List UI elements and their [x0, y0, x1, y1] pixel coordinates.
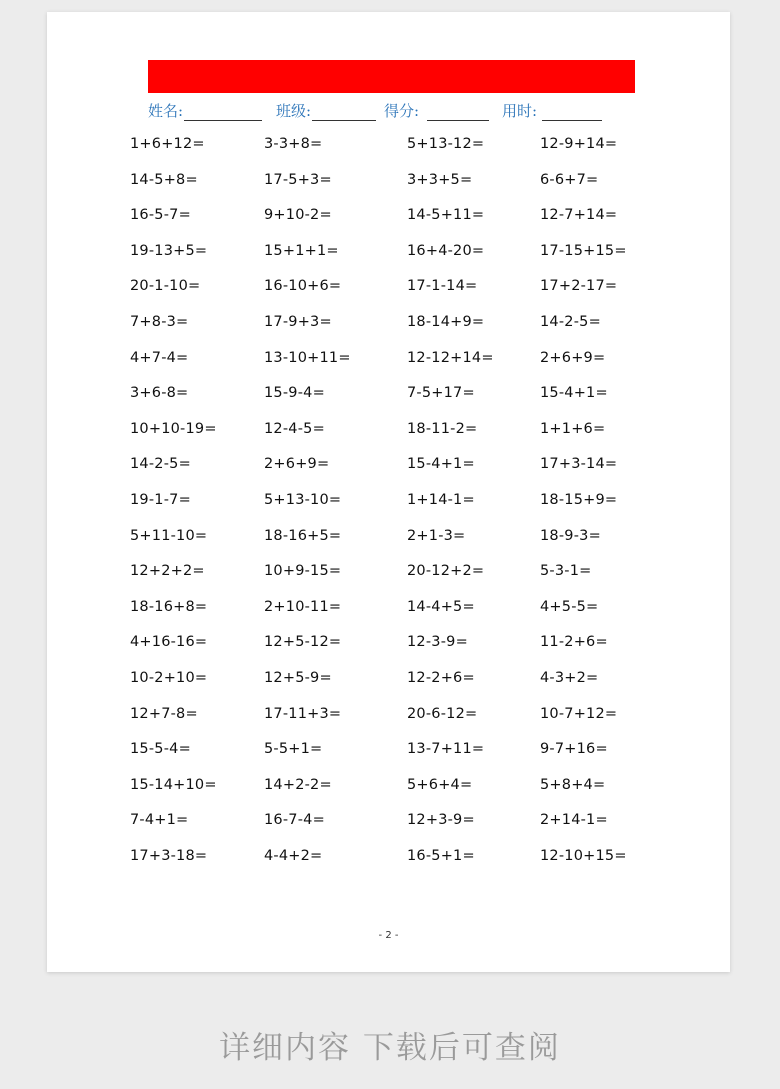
math-problem: 15-4+1= — [540, 385, 608, 402]
math-problem: 17+3-18= — [130, 848, 208, 864]
math-problem: 10-7+12= — [540, 705, 618, 722]
math-problem: 12-3-9= — [407, 634, 468, 651]
download-notice: 详细内容 下载后可查阅 — [219, 1030, 561, 1066]
math-problem: 17-11+3= — [264, 705, 342, 722]
math-problem: 14-2-5= — [540, 314, 601, 330]
math-problem: 18-14+9= — [407, 314, 485, 330]
class-label: 班级: — [276, 102, 312, 120]
math-problem: 16-7-4= — [264, 812, 325, 829]
math-problem: 14-5+11= — [407, 207, 485, 224]
math-problem: 18-16+5= — [264, 527, 342, 544]
name-label: 姓名: — [148, 102, 184, 120]
math-problem: 4+5-5= — [540, 598, 599, 615]
math-problem: 2+10-11= — [264, 598, 342, 615]
math-problem: 1+1+6= — [540, 420, 606, 437]
math-problem: 16-5+1= — [407, 848, 475, 864]
math-problem: 18-9-3= — [540, 527, 601, 544]
math-problem: 18-16+8= — [130, 598, 208, 615]
math-problem: 19-13+5= — [130, 242, 208, 259]
math-problem: 12-2+6= — [407, 670, 475, 686]
math-problem: 1+6+12= — [130, 136, 205, 152]
math-problem: 12-4-5= — [264, 420, 325, 437]
math-problem: 12-9+14= — [540, 136, 618, 152]
math-problem: 10-2+10= — [130, 670, 208, 686]
math-problem: 12+7-8= — [130, 705, 198, 722]
math-problem: 4-3+2= — [540, 670, 599, 686]
time-blank-line — [542, 120, 602, 121]
math-problem: 17-9+3= — [264, 314, 332, 330]
math-problem: 16-5-7= — [130, 207, 191, 224]
math-problem: 3+6-8= — [130, 385, 189, 402]
time-label: 用时: — [502, 102, 538, 120]
math-problem: 17-15+15= — [540, 242, 627, 259]
math-problem: 20-12+2= — [407, 563, 485, 580]
math-problem: 4+7-4= — [130, 349, 189, 366]
math-problem: 17+3-14= — [540, 456, 618, 473]
math-problem: 12+5-12= — [264, 634, 342, 651]
math-problem: 5+13-10= — [264, 492, 342, 508]
math-problem: 5+8+4= — [540, 776, 606, 793]
math-problem: 7+8-3= — [130, 314, 189, 330]
math-problem: 19-1-7= — [130, 492, 191, 508]
math-problem: 2+14-1= — [540, 812, 608, 829]
math-problem: 10+9-15= — [264, 563, 342, 580]
math-problem: 11-2+6= — [540, 634, 608, 651]
math-problem: 7-4+1= — [130, 812, 189, 829]
math-problem: 18-15+9= — [540, 492, 618, 508]
math-problem: 16+4-20= — [407, 242, 485, 259]
math-problem: 2+6+9= — [540, 349, 606, 366]
math-problem: 12+2+2= — [130, 563, 205, 580]
math-problem: 15-14+10= — [130, 776, 217, 793]
math-problem: 20-1-10= — [130, 278, 201, 295]
math-problem: 13-10+11= — [264, 349, 351, 366]
score-blank-line — [427, 120, 489, 121]
math-problem: 17-1-14= — [407, 278, 478, 295]
math-problem: 15-4+1= — [407, 456, 475, 473]
name-blank-line — [184, 120, 262, 121]
math-problem: 12-10+15= — [540, 848, 627, 864]
math-problem: 12+5-9= — [264, 670, 332, 686]
math-problem: 5+6+4= — [407, 776, 473, 793]
math-problem: 3+3+5= — [407, 171, 473, 188]
math-problem: 13-7+11= — [407, 741, 485, 758]
math-problem: 15+1+1= — [264, 242, 339, 259]
math-problem: 9+10-2= — [264, 207, 332, 224]
math-problem: 5+11-10= — [130, 527, 208, 544]
math-problem: 20-6-12= — [407, 705, 478, 722]
math-problem: 5-5+1= — [264, 741, 323, 758]
math-problem: 17-5+3= — [264, 171, 332, 188]
worksheet-page — [47, 12, 730, 972]
math-problem: 2+6+9= — [264, 456, 330, 473]
page-number: - 2 - — [378, 930, 399, 941]
math-problem: 12-12+14= — [407, 349, 494, 366]
math-problem: 14-4+5= — [407, 598, 475, 615]
math-problem: 15-9-4= — [264, 385, 325, 402]
math-problem: 12+3-9= — [407, 812, 475, 829]
math-problem: 1+14-1= — [407, 492, 475, 508]
score-label: 得分: — [384, 102, 420, 120]
math-problem: 6-6+7= — [540, 171, 599, 188]
math-problem: 14-2-5= — [130, 456, 191, 473]
title-banner — [148, 60, 635, 93]
math-problem: 12-7+14= — [540, 207, 618, 224]
math-problem: 14-5+8= — [130, 171, 198, 188]
math-problem: 4+16-16= — [130, 634, 208, 651]
math-problem: 17+2-17= — [540, 278, 618, 295]
math-problem: 16-10+6= — [264, 278, 342, 295]
math-problem: 7-5+17= — [407, 385, 475, 402]
math-problem: 5+13-12= — [407, 136, 485, 152]
math-problem: 4-4+2= — [264, 848, 323, 864]
math-problem: 3-3+8= — [264, 136, 323, 152]
class-blank-line — [312, 120, 376, 121]
math-problem: 15-5-4= — [130, 741, 191, 758]
math-problem: 18-11-2= — [407, 420, 478, 437]
math-problem: 10+10-19= — [130, 420, 217, 437]
math-problem: 2+1-3= — [407, 527, 466, 544]
math-problem: 5-3-1= — [540, 563, 592, 580]
math-problem: 9-7+16= — [540, 741, 608, 758]
math-problem: 14+2-2= — [264, 776, 332, 793]
